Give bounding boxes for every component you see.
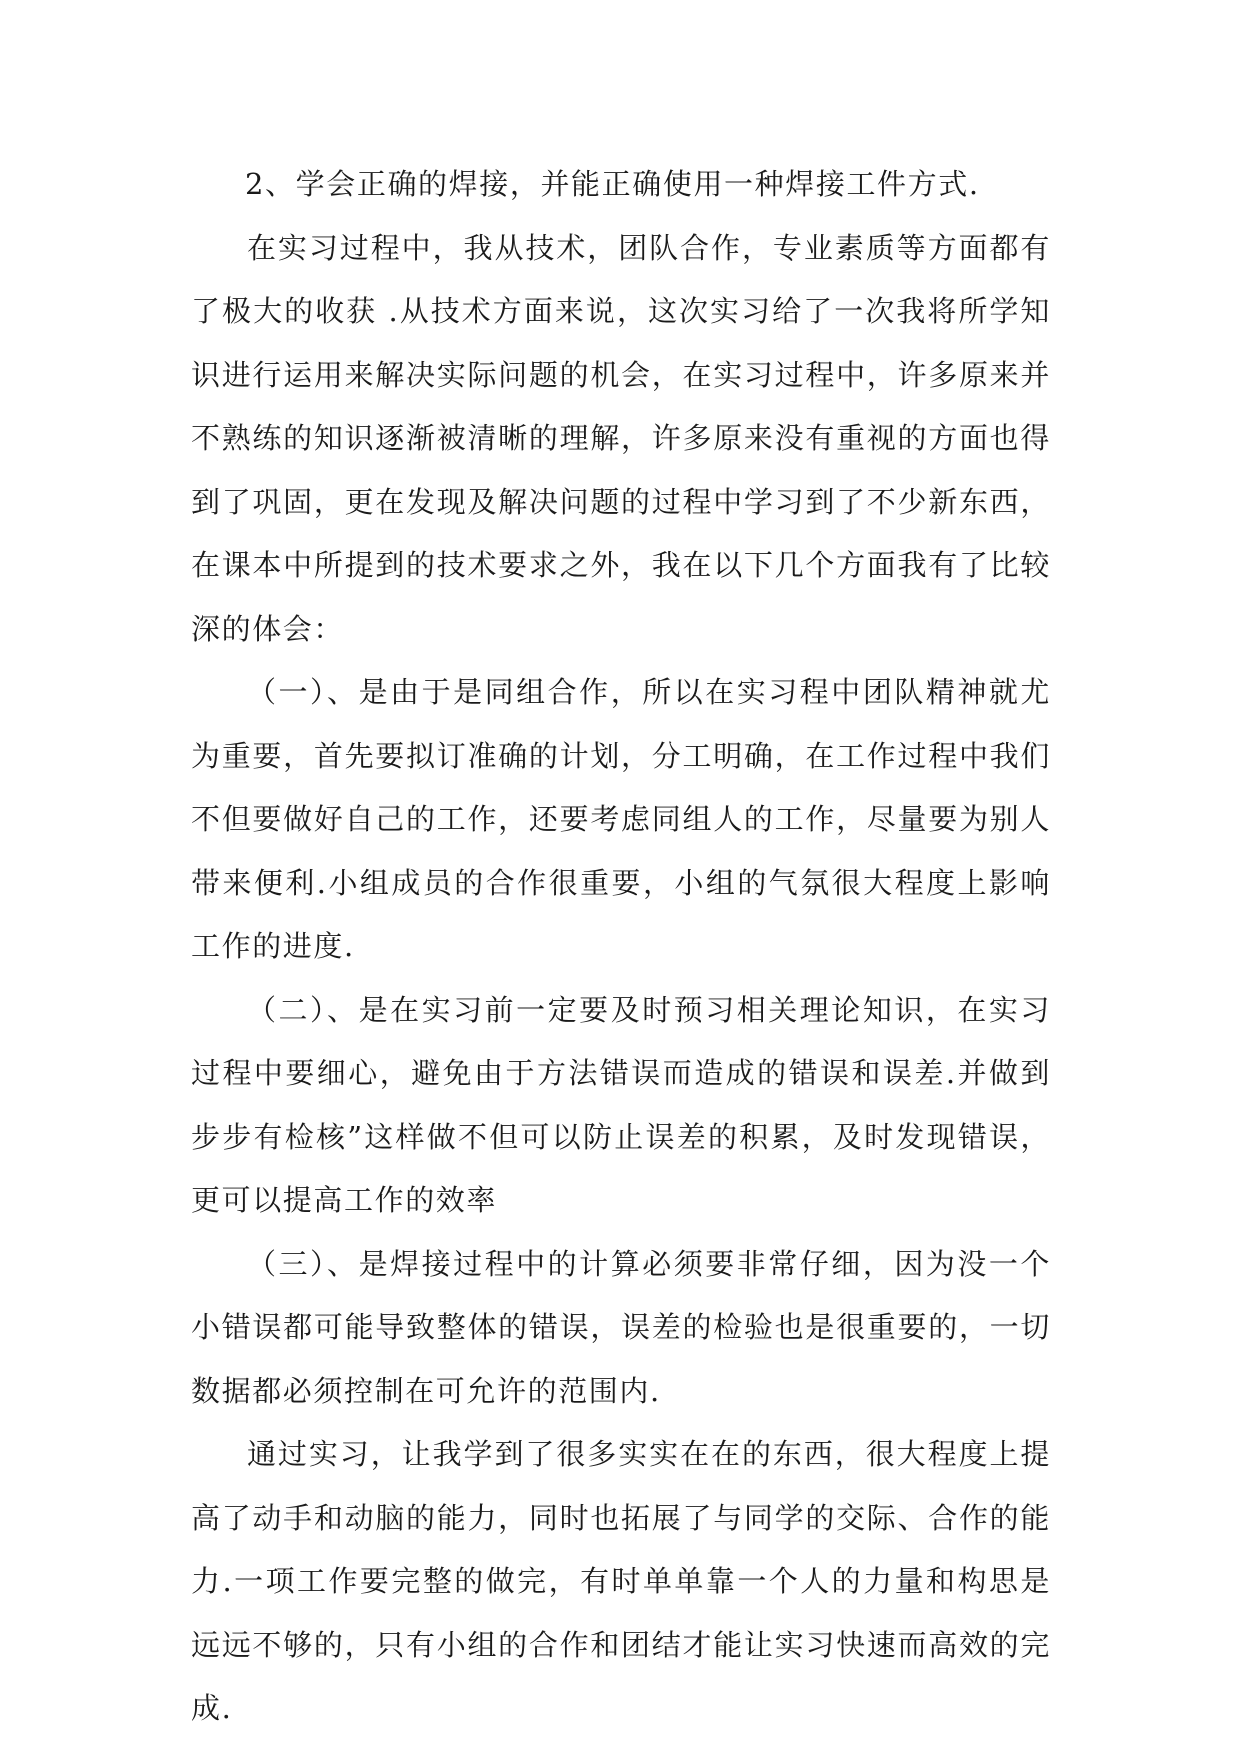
paragraph-point-2: （二）、是在实习前一定要及时预习相关理论知识，在实习过程中要细心，避免由于方法错误而造成的错误和误差.并做到步步有检核”这样做不但可以防止误差的积累，及时发现错误，更可以提高工作的效率 (191, 992, 1051, 1217)
paragraph-conclusion: 通过实习，让我学到了很多实实在在的东西，很大程度上提高了动手和动脑的能力，同时也拓展了与同学的交际、合作的能力.一项工作要完整的做完，有时单单靠一个人的力量和构思是远远不够的，只有小组的合作和团结才能让实习快速而高效的完成. (191, 1437, 1051, 1725)
document-body (191, 153, 1051, 1741)
paragraph-point-1: （一）、是由于是同组合作，所以在实习程中团队精神就尤为重要，首先要拟订准确的计划，分工明确，在工作过程中我们不但要做好自己的工作，还要考虑同组人的工作，尽量要为别人带来便利.小组成员的合作很重要，小组的气氛很大程度上影响工作的进度. (191, 675, 1051, 963)
paragraph-goal-2: 2、学会正确的焊接，并能正确使用一种焊接工件方式. (245, 167, 980, 201)
paragraph-point-3: （三）、是焊接过程中的计算必须要非常仔细，因为没一个小错误都可能导致整体的错误，误差的检验也是很重要的，一切数据都必须控制在可允许的范围内. (191, 1246, 1051, 1408)
paragraph-gains-overview: 在实习过程中，我从技术，团队合作，专业素质等方面都有了极大的收获 .从技术方面来说，这次实习给了一次我将所学知识进行运用来解决实际问题的机会，在实习过程中，许多原来并不熟练的知识逐渐被清晰的理解，许多原来没有重视的方面也得到了巩固，更在发现及解决问题的过程中学习到了不少新东西，在课本中所提到的技术要求之外，我在以下几个方面我有了比较深的体会： (191, 230, 1051, 646)
